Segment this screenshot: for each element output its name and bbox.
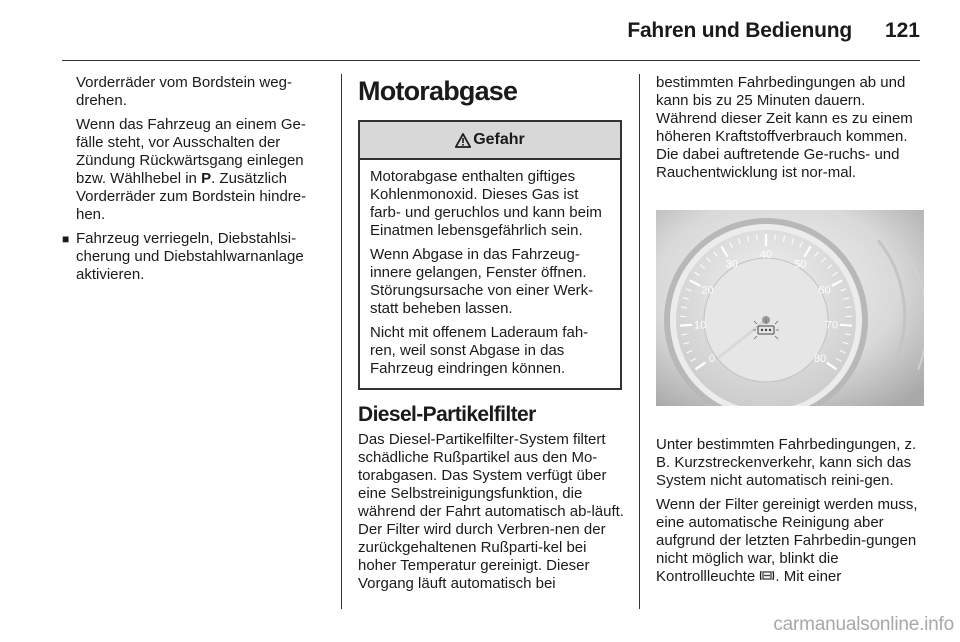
gauge-tick-label: 20 — [701, 284, 714, 297]
gauge-major-tick — [680, 325, 692, 326]
page-header — [0, 0, 960, 62]
paragraph: Motorabgase enthalten giftiges Kohlenmonoxid. Dieses Gas ist farb- und geruchlos und kann beim Einatmen lebensgefährlich sein. — [370, 168, 602, 239]
gauge-tick-label: 60 — [818, 284, 831, 297]
watermark: carmanualsonline.info — [773, 614, 954, 635]
warning-header — [360, 122, 620, 160]
warning-title: Gefahr — [473, 131, 525, 148]
paragraph: Vorderräder vom Bordstein weg-drehen. — [76, 74, 292, 109]
column-2 — [358, 74, 624, 593]
gauge-tick-label: 30 — [725, 258, 738, 271]
paragraph: Unter bestimmten Fahrbedingungen, z. B. Kurzstreckenverkehr, kann sich das System nicht automatisch reini-gen. — [656, 436, 917, 489]
subsection-heading: Diesel-Partikelfilter — [358, 403, 536, 426]
paragraph-text: . Mit einer — [775, 568, 842, 585]
gauge-tick-label: 40 — [759, 249, 773, 261]
column-1 — [62, 74, 330, 290]
gauge-minor-tick — [775, 235, 776, 241]
list-item-text: Fahrzeug verriegeln, Diebstahlsi-cherung und Diebstahlwarnanlage aktivieren. — [76, 230, 304, 283]
gauge-tick-label: 50 — [794, 258, 807, 271]
column-divider-2 — [639, 74, 640, 609]
gauge-tick-label: 70 — [825, 319, 838, 332]
header-divider — [62, 60, 920, 61]
paragraph — [62, 116, 330, 224]
gauge-minor-tick — [757, 235, 758, 241]
paragraph-text: Wenn das Fahrzeug an einem Ge-fälle steht, vor Ausschalten der Zündung Rückwärtsgang einlegen bzw. Wählhebel in — [76, 116, 306, 187]
paragraph: Nicht mit offenem Laderaum fah-ren, weil sonst Abgase in das Fahrzeug eindringen können. — [370, 324, 589, 377]
page-title: Fahren und Bedienung — [627, 19, 852, 42]
column-divider-1 — [341, 74, 342, 609]
diesel-filter-symbol-icon — [759, 569, 775, 582]
warning-body — [360, 160, 620, 388]
paragraph — [656, 496, 924, 586]
paragraph-text: . Zusätzlich Vorderräder zum Bordstein hindre-hen. — [76, 170, 307, 223]
gauge-tick-label: 10 — [694, 319, 707, 332]
gauge-tick-label: 0 — [708, 352, 715, 365]
section-heading: Motorabgase — [358, 76, 518, 106]
gauge-tick-label: 80 — [813, 352, 827, 365]
gear-position-p: P — [201, 170, 212, 187]
warning-box — [358, 120, 622, 390]
gauge-illustration — [656, 210, 924, 406]
paragraph: bestimmten Fahrbedingungen ab und kann bis zu 25 Minuten dauern. Während dieser Zeit kann es zu einem höheren Kraftstoffverbrauch kommen. Die dabei auftretende Ge-ruchs- und Rauchentwicklung ist nor-mal. — [656, 74, 913, 181]
paragraph: Das Diesel-Partikelfilter-System filtert schädliche Rußpartikel aus den Mo-torabgasen. Das System verfügt über eine Selbstreinigungsfunktion, die während der Fahrt automatisch ab-läuft. Der Filter wird durch Verbren-nen der zurückgehaltenen Rußparti-kel bei hoher Temperatur gereinigt. Dieser Vorgang läuft automatisch bei — [358, 431, 624, 592]
page-number: 121 — [884, 19, 920, 42]
paragraph: Wenn Abgase in das Fahrzeug-innere gelangen, Fenster öffnen. Störungsursache von einer Werk-statt beheben lassen. — [370, 246, 594, 317]
column-3 — [656, 74, 924, 586]
paragraph-text: Wenn der Filter gereinigt werden muss, eine automatische Reinigung aber aufgrund der letzten Fahrbedin-gungen nicht möglich war, blinkt die Kontrollleuchte — [656, 496, 918, 585]
bullet-square-icon: ■ — [62, 232, 70, 246]
gauge-figure — [656, 210, 924, 406]
warning-triangle-icon — [455, 132, 471, 148]
list-item — [62, 230, 330, 284]
gauge-major-tick — [840, 325, 852, 326]
